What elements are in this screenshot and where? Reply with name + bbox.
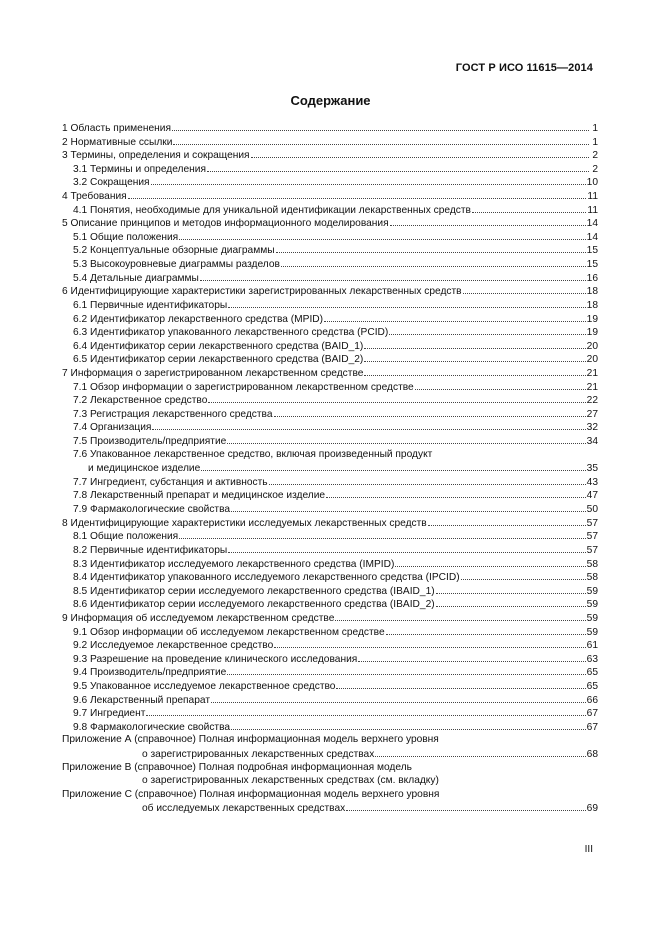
toc-entry-page: 65 xyxy=(586,667,598,679)
toc-entry-label: 4 Требования xyxy=(62,191,127,203)
toc-entry-label: о зарегистрированных лекарственных средствах (см. вкладку) xyxy=(142,775,439,787)
toc-leader-dots xyxy=(146,706,585,716)
toc-entry-page: 68 xyxy=(586,749,598,761)
toc-entry-page: 19 xyxy=(586,327,598,339)
toc-entry[interactable] xyxy=(62,148,598,162)
toc-entry-label: 5 Описание принципов и методов информационного моделирования xyxy=(62,218,389,230)
toc-entry[interactable] xyxy=(62,162,598,176)
toc-entry[interactable] xyxy=(62,747,598,761)
toc-entry-label: 8 Идентифицирующие характеристики исследуемых лекарственных средств xyxy=(62,517,427,529)
toc-entry-label: 9.5 Упакованное исследуемое лекарственное средство xyxy=(73,680,336,692)
toc-entry-page: 2 xyxy=(592,163,598,175)
toc-leader-dots xyxy=(364,366,585,376)
toc-entry-page: 15 xyxy=(586,259,598,271)
toc-entry-page: 21 xyxy=(586,367,598,379)
toc-leader-dots xyxy=(211,693,586,703)
toc-entry-label: 8.2 Первичные идентификаторы xyxy=(73,544,228,556)
toc-leader-dots xyxy=(201,461,585,471)
toc-leader-dots xyxy=(200,271,586,281)
toc-entry-label: 6.4 Идентификатор серии лекарственного средства (BAID_1) xyxy=(73,340,364,352)
toc-entry-label: 9.8 Фармакологические свойства xyxy=(73,721,231,733)
toc-entry-label: 7.8 Лекарственный препарат и медицинское изделие xyxy=(73,490,326,502)
toc-entry-label: 8.4 Идентификатор упакованного исследуемого лекарственного средства (IPCID) xyxy=(73,572,460,584)
toc-entry-page: 11 xyxy=(587,204,598,216)
toc-entry[interactable] xyxy=(62,774,598,788)
toc-entry[interactable] xyxy=(62,502,598,516)
toc-leader-dots xyxy=(269,475,586,485)
toc-leader-dots xyxy=(227,434,585,444)
toc-entry-page: 16 xyxy=(586,272,598,284)
toc-entry-page: 14 xyxy=(586,218,598,230)
toc-entry[interactable] xyxy=(62,352,598,366)
toc-entry-label: 7 Информация о зарегистрированном лекарственном средстве xyxy=(62,367,364,379)
toc-entry-page: 57 xyxy=(586,517,598,529)
toc-entry[interactable] xyxy=(62,257,598,271)
toc-entry-page: 15 xyxy=(586,245,598,257)
toc-leader-dots xyxy=(389,325,585,335)
toc-entry-label: 4.1 Понятия, необходимые для уникальной идентификации лекарственных средств xyxy=(73,204,471,216)
toc-leader-dots xyxy=(463,284,586,294)
toc-leader-dots xyxy=(208,393,585,403)
toc-leader-dots xyxy=(428,516,586,526)
toc-entry[interactable] xyxy=(62,298,598,312)
toc-entry-page: 50 xyxy=(586,504,598,516)
toc-entry-label: 6.5 Идентификатор серии лекарственного средства (BAID_2) xyxy=(73,354,364,366)
toc-leader-dots xyxy=(461,570,586,580)
toc-entry[interactable] xyxy=(62,611,598,625)
toc-entry-label: 3 Термины, определения и сокращения xyxy=(62,150,250,162)
toc-entry-label: 7.9 Фармакологические свойства xyxy=(73,504,231,516)
toc-entry-label: 8.1 Общие положения xyxy=(73,531,179,543)
toc-leader-dots xyxy=(152,420,585,430)
toc-entry-label: Приложение А (справочное) Полная информационная модель верхнего уровня xyxy=(62,734,439,746)
toc-entry-label: 9.1 Обзор информации об исследуемом лекарственном средстве xyxy=(73,626,385,638)
toc-entry[interactable] xyxy=(62,393,598,407)
toc-entry-label: 8.3 Идентификатор исследуемого лекарственного средства (IMPID) xyxy=(73,558,395,570)
toc-entry-page: 1 xyxy=(592,123,598,134)
toc-entry-label: 6 Идентифицирующие характеристики зарегистрированных лекарственных средств xyxy=(62,286,462,298)
toc-entry-label: 9.4 Производитель/предприятие xyxy=(73,667,227,679)
toc-entry[interactable] xyxy=(62,761,598,775)
toc-entry-page: 59 xyxy=(586,585,598,597)
toc-entry[interactable] xyxy=(62,175,598,189)
toc-entry-label: 7.5 Производитель/предприятие xyxy=(73,436,227,448)
toc-entry-page: 18 xyxy=(586,299,598,311)
toc-entry[interactable] xyxy=(62,339,598,353)
toc-entry-label: 7.4 Организация xyxy=(73,422,152,434)
page-number: III xyxy=(584,844,593,855)
toc-entry-label: 7.6 Упакованное лекарственное средство, включая произведенный продукт xyxy=(73,448,433,460)
toc-entry[interactable] xyxy=(62,448,598,462)
toc-entry-page: 2 xyxy=(592,150,598,162)
toc-entry-label: 7.2 Лекарственное средство xyxy=(73,395,208,407)
toc-entry[interactable] xyxy=(62,801,598,815)
toc-entry-label: 3.2 Сокращения xyxy=(73,177,150,189)
toc-entry[interactable] xyxy=(62,693,598,707)
toc-entry-page: 32 xyxy=(586,422,598,434)
toc-entry-page: 35 xyxy=(586,463,598,475)
toc-entry-label: и медицинское изделие xyxy=(88,463,201,475)
toc-entry-label: 6.1 Первичные идентификаторы xyxy=(73,299,228,311)
toc-entry-page: 27 xyxy=(586,408,598,420)
toc-entry-page: 11 xyxy=(587,191,598,203)
table-of-contents xyxy=(62,121,598,815)
toc-leader-dots xyxy=(364,352,585,362)
toc-leader-dots xyxy=(386,625,586,635)
toc-entry-page: 66 xyxy=(586,694,598,706)
toc-entry[interactable] xyxy=(62,407,598,421)
toc-leader-dots xyxy=(326,488,586,498)
toc-entry-label: 3.1 Термины и определения xyxy=(73,163,206,175)
toc-entry[interactable] xyxy=(62,679,598,693)
toc-entry-label: 6.2 Идентификатор лекарственного средства (MPID) xyxy=(73,313,324,325)
toc-entry-label: Приложение В (справочное) Полная подробная информационная модель xyxy=(62,761,412,773)
toc-entry[interactable] xyxy=(62,529,598,543)
toc-entry-page: 59 xyxy=(586,599,598,611)
toc-entry[interactable] xyxy=(62,203,598,217)
toc-entry-page: 20 xyxy=(586,354,598,366)
toc-leader-dots xyxy=(228,298,585,308)
toc-entry-label: 9.2 Исследуемое лекарственное средство xyxy=(73,640,274,652)
toc-entry-page: 20 xyxy=(586,340,598,352)
toc-entry[interactable] xyxy=(62,733,598,747)
toc-entry-label: 5.1 Общие положения xyxy=(73,231,179,243)
toc-entry-page: 63 xyxy=(586,653,598,665)
toc-entry-page: 67 xyxy=(586,721,598,733)
toc-entry[interactable] xyxy=(62,652,598,666)
toc-entry-label: 9.6 Лекарственный препарат xyxy=(73,694,210,706)
toc-entry[interactable] xyxy=(62,488,598,502)
toc-entry-page: 57 xyxy=(586,531,598,543)
toc-entry-label: 9.7 Ингредиент xyxy=(73,708,146,720)
toc-leader-dots xyxy=(173,135,589,145)
toc-entry-label: 7.3 Регистрация лекарственного средства xyxy=(73,408,273,420)
toc-entry[interactable] xyxy=(62,665,598,679)
standard-code: ГОСТ Р ИСО 11615—2014 xyxy=(455,62,593,74)
toc-entry[interactable] xyxy=(62,597,598,611)
toc-leader-dots xyxy=(395,557,585,567)
toc-entry-page: 21 xyxy=(586,381,598,393)
toc-entry-page: 59 xyxy=(586,626,598,638)
toc-entry[interactable] xyxy=(62,461,598,475)
toc-entry[interactable] xyxy=(62,584,598,598)
toc-entry[interactable] xyxy=(62,420,598,434)
toc-entry-label: 8.6 Идентификатор серии исследуемого лекарственного средства (IBAID_2) xyxy=(73,599,435,611)
toc-leader-dots xyxy=(231,502,586,512)
toc-leader-dots xyxy=(335,611,585,621)
toc-entry-label: 5.2 Концептуальные обзорные диаграммы xyxy=(73,245,275,257)
toc-entry-page: 58 xyxy=(586,572,598,584)
toc-leader-dots xyxy=(390,216,586,226)
toc-leader-dots xyxy=(364,339,585,349)
toc-entry-page: 1 xyxy=(592,136,598,148)
toc-entry-page: 34 xyxy=(586,436,598,448)
toc-entry[interactable] xyxy=(62,625,598,639)
toc-leader-dots xyxy=(151,175,586,185)
toc-entry[interactable] xyxy=(62,284,598,298)
toc-entry-page: 58 xyxy=(586,558,598,570)
toc-leader-dots xyxy=(251,148,589,158)
page-title: Содержание xyxy=(290,93,371,108)
toc-leader-dots xyxy=(336,679,585,689)
toc-leader-dots xyxy=(207,162,589,172)
toc-entry-page: 59 xyxy=(586,612,598,624)
toc-entry-label: 8.5 Идентификатор серии исследуемого лекарственного средства (IBAID_1) xyxy=(73,585,435,597)
toc-entry[interactable] xyxy=(62,380,598,394)
toc-entry-label: 5.3 Высокоуровневые диаграммы разделов xyxy=(73,259,280,271)
toc-entry[interactable] xyxy=(62,366,598,380)
toc-leader-dots xyxy=(436,597,586,607)
toc-leader-dots xyxy=(179,230,585,240)
toc-entry-page: 61 xyxy=(586,640,598,652)
toc-entry-label: 7.7 Ингредиент, субстанция и активность xyxy=(73,476,268,488)
toc-entry[interactable] xyxy=(62,557,598,571)
toc-entry-label: 5.4 Детальные диаграммы xyxy=(73,272,199,284)
toc-entry-label: 2 Нормативные ссылки xyxy=(62,136,173,148)
toc-leader-dots xyxy=(128,189,587,199)
toc-entry[interactable] xyxy=(62,434,598,448)
toc-entry-page: 14 xyxy=(586,231,598,243)
toc-leader-dots xyxy=(358,652,585,662)
toc-leader-dots xyxy=(472,203,586,213)
toc-leader-dots xyxy=(231,720,586,730)
toc-entry[interactable] xyxy=(62,706,598,720)
toc-entry-label: 1 Область применения xyxy=(62,123,171,134)
toc-entry[interactable] xyxy=(62,312,598,326)
toc-entry-label: 9 Информация об исследуемом лекарственном средстве xyxy=(62,612,335,624)
toc-entry[interactable] xyxy=(62,325,598,339)
toc-entry-page: 43 xyxy=(586,476,598,488)
toc-entry[interactable] xyxy=(62,135,598,149)
toc-leader-dots xyxy=(375,747,585,757)
toc-leader-dots xyxy=(281,257,586,267)
toc-entry[interactable] xyxy=(62,516,598,530)
toc-leader-dots xyxy=(228,543,585,553)
toc-entry-label: 7.1 Обзор информации о зарегистрированном лекарственном средстве xyxy=(73,381,414,393)
toc-leader-dots xyxy=(436,584,586,594)
toc-entry[interactable] xyxy=(62,720,598,734)
toc-leader-dots xyxy=(227,665,585,675)
toc-entry-page: 47 xyxy=(586,490,598,502)
toc-entry-page: 69 xyxy=(586,803,598,815)
toc-entry[interactable] xyxy=(62,271,598,285)
toc-entry[interactable] xyxy=(62,216,598,230)
toc-entry-page: 10 xyxy=(586,177,598,189)
toc-entry-page: 19 xyxy=(586,313,598,325)
toc-entry-label: об исследуемых лекарственных средствах xyxy=(142,803,346,815)
toc-leader-dots xyxy=(179,529,585,539)
toc-entry[interactable] xyxy=(62,189,598,203)
toc-entry[interactable] xyxy=(62,543,598,557)
toc-entry[interactable] xyxy=(62,638,598,652)
toc-entry-page: 65 xyxy=(586,680,598,692)
toc-entry[interactable] xyxy=(62,230,598,244)
toc-leader-dots xyxy=(274,407,586,417)
toc-entry-label: 9.3 Разрешение на проведение клинического исследования xyxy=(73,653,358,665)
toc-entry-label: 6.3 Идентификатор упакованного лекарственного средства (PCID) xyxy=(73,327,389,339)
toc-leader-dots xyxy=(274,638,585,648)
toc-entry[interactable] xyxy=(62,121,598,135)
toc-leader-dots xyxy=(276,243,586,253)
toc-entry[interactable] xyxy=(62,570,598,584)
toc-leader-dots xyxy=(172,121,589,131)
toc-entry-label: о зарегистрированных лекарственных средствах xyxy=(142,749,375,761)
toc-entry-label: Приложение С (справочное) Полная информационная модель верхнего уровня xyxy=(62,788,440,800)
toc-entry[interactable] xyxy=(62,788,598,802)
toc-entry[interactable] xyxy=(62,243,598,257)
toc-leader-dots xyxy=(346,801,585,811)
toc-entry-page: 57 xyxy=(586,544,598,556)
toc-entry-page: 22 xyxy=(586,395,598,407)
toc-entry-page: 67 xyxy=(586,708,598,720)
toc-leader-dots xyxy=(324,312,586,322)
toc-leader-dots xyxy=(415,380,586,390)
toc-entry[interactable] xyxy=(62,475,598,489)
toc-entry-page: 18 xyxy=(586,286,598,298)
